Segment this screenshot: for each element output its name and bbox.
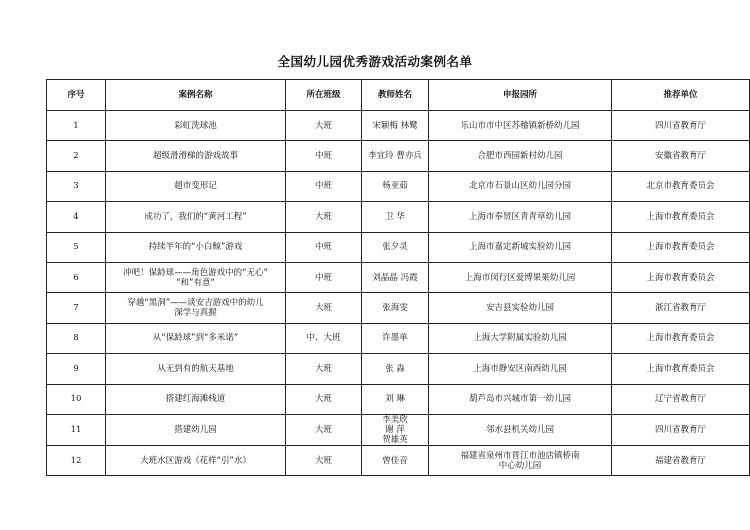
cell-class: 大班 [286,111,362,141]
cell-case-name: 持续半年的“小白鲸”游戏 [106,232,286,262]
cell-kindergarten: 上海市嘉定新城实验幼儿园 [429,232,612,262]
table-row [47,141,750,171]
cell-serial-number: 11 [47,414,106,445]
cell-case-name: 穿越“黑洞”——谈安吉游戏中的幼儿 深学与真握 [106,293,286,323]
cell-case-name: 超市变形记 [106,171,286,201]
cell-case-name: 成功了，我们的“黄河工程” [106,202,286,232]
cell-serial-number: 6 [47,262,106,292]
cell-recommending-unit: 上海市教育委员会 [612,354,750,384]
cell-teacher-name: 李美欣 谢 萍 贺雄英 [362,414,429,445]
page-title: 全国幼儿园优秀游戏活动案例名单 [277,54,473,69]
cell-kindergarten: 福建省泉州市晋江市池店镇桥南 中心幼儿园 [429,445,612,475]
header-case-name: 案例名称 [106,80,286,111]
table-header-row [47,80,750,111]
cell-serial-number: 8 [47,323,106,353]
cell-serial-number: 5 [47,232,106,262]
header-kindergarten: 申报园所 [429,80,612,111]
case-list-table [46,79,750,476]
cell-teacher-name: 李宜玲 曹亦兵 [362,141,429,171]
cell-class: 中班 [286,232,362,262]
cell-serial-number: 4 [47,202,106,232]
cell-teacher-name: 张海雯 [362,293,429,323]
cell-class: 中班 [286,262,362,292]
table-row [47,323,750,353]
cell-class: 大班 [286,414,362,445]
cell-recommending-unit: 四川省教育厅 [612,414,750,445]
cell-class: 大班 [286,354,362,384]
cell-case-name: 搭建红海滩栈道 [106,384,286,414]
cell-kindergarten: 上海大学附属实验幼儿园 [429,323,612,353]
table-row [47,293,750,323]
table-body [47,111,750,476]
cell-case-name: 从无到有的航天基地 [106,354,286,384]
table-row [47,354,750,384]
cell-case-name: 冲吧！保龄球——角色游戏中的“无心” “和”有意“ [106,262,286,292]
cell-teacher-name: 刘晶晶 冯霞 [362,262,429,292]
cell-serial-number: 12 [47,445,106,475]
cell-teacher-name: 卫 华 [362,202,429,232]
cell-case-name: 从“保龄球”到“多米诺” [106,323,286,353]
cell-kindergarten: 上海市奉贤区青青草幼儿园 [429,202,612,232]
cell-case-name: 搭建幼儿园 [106,414,286,445]
header-serial-number: 序号 [47,80,106,111]
table-row [47,384,750,414]
cell-recommending-unit: 四川省教育厅 [612,111,750,141]
header-class: 所在班级 [286,80,362,111]
cell-kindergarten: 葫芦岛市兴城市第一幼儿园 [429,384,612,414]
cell-recommending-unit: 安徽省教育厅 [612,141,750,171]
cell-teacher-name: 曾佳音 [362,445,429,475]
cell-class: 大班 [286,293,362,323]
table-row [47,171,750,201]
cell-case-name: 彩虹洗球池 [106,111,286,141]
cell-teacher-name: 杨亚茹 [362,171,429,201]
table-row [47,414,750,445]
cell-class: 中、大班 [286,323,362,353]
cell-kindergarten: 上海市静安区南西幼儿园 [429,354,612,384]
cell-kindergarten: 合肥市西园新村幼儿园 [429,141,612,171]
table-row [47,445,750,475]
cell-serial-number: 10 [47,384,106,414]
cell-kindergarten: 邻水县机关幼儿园 [429,414,612,445]
cell-recommending-unit: 上海市教育委员会 [612,262,750,292]
cell-case-name: 大班水区游戏《花样“引”水》 [106,445,286,475]
cell-kindergarten: 安吉县实验幼儿园 [429,293,612,323]
cell-serial-number: 9 [47,354,106,384]
header-teacher-name: 教师姓名 [362,80,429,111]
cell-kindergarten: 上海市闵行区爱博果果幼儿园 [429,262,612,292]
cell-class: 中班 [286,171,362,201]
cell-class: 大班 [286,202,362,232]
cell-recommending-unit: 辽宁省教育厅 [612,384,750,414]
cell-recommending-unit: 上海市教育委员会 [612,232,750,262]
table-row [47,232,750,262]
cell-teacher-name: 刘 琳 [362,384,429,414]
cell-recommending-unit: 上海市教育委员会 [612,202,750,232]
cell-teacher-name: 许墨单 [362,323,429,353]
cell-serial-number: 1 [47,111,106,141]
cell-kindergarten: 乐山市市中区苏稽镇新桥幼儿园 [429,111,612,141]
cell-serial-number: 7 [47,293,106,323]
cell-recommending-unit: 北京市教育委员会 [612,171,750,201]
header-recommending-unit: 推荐单位 [612,80,750,111]
cell-case-name: 超级滑滑梯的游戏故事 [106,141,286,171]
cell-serial-number: 3 [47,171,106,201]
cell-recommending-unit: 福建省教育厅 [612,445,750,475]
cell-class: 大班 [286,384,362,414]
table-row [47,202,750,232]
cell-class: 中班 [286,141,362,171]
table-row [47,262,750,292]
cell-class: 大班 [286,445,362,475]
cell-recommending-unit: 浙江省教育厅 [612,293,750,323]
cell-recommending-unit: 上海市教育委员会 [612,323,750,353]
cell-serial-number: 2 [47,141,106,171]
table-row [47,111,750,141]
cell-teacher-name: 张 淼 [362,354,429,384]
cell-teacher-name: 宋颖梅 林鹭 [362,111,429,141]
cell-kindergarten: 北京市石景山区幼儿园分园 [429,171,612,201]
cell-teacher-name: 张夕灵 [362,232,429,262]
